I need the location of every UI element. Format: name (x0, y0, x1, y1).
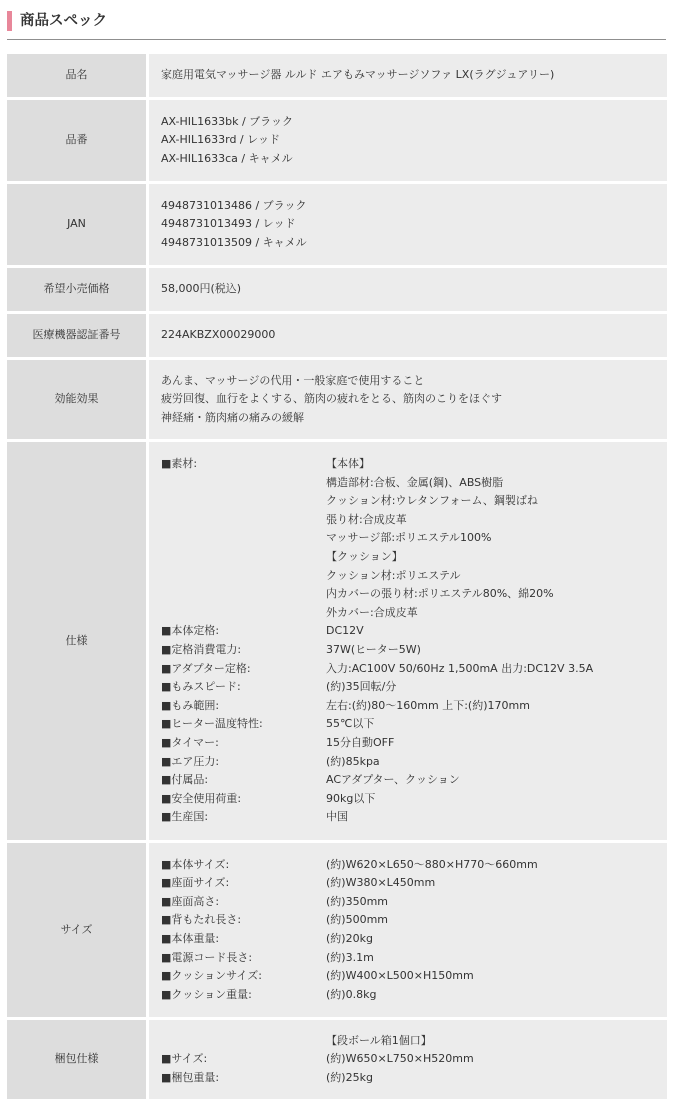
size-key: ■背もたれ長さ: (161, 913, 242, 927)
spec-key: ■アダプター定格: (161, 661, 251, 675)
size-value: (約)W400×L500×H150mm (326, 969, 474, 983)
spec-item (161, 641, 667, 660)
table-row (7, 184, 667, 268)
spec-item (161, 790, 667, 809)
spec-item (161, 492, 667, 511)
table-row (7, 360, 667, 442)
size-value: (約)20kg (326, 932, 373, 945)
spec-value: ACアダプター、クッション (326, 773, 460, 787)
size-item (161, 856, 667, 875)
spec-key: ■もみスピード: (161, 680, 241, 694)
spec-value: クッション材:ウレタンフォーム、鋼製ばね (326, 494, 538, 508)
spec-value: 左右:(約)80〜160mm 上下:(約)170mm (326, 698, 530, 712)
packing-value: (約)W650×L750×H520mm (326, 1052, 474, 1066)
spec-key: ■タイマー: (161, 735, 219, 749)
row-value (149, 360, 667, 442)
size-key: ■座面サイズ: (161, 876, 230, 890)
packing-item (161, 1032, 667, 1051)
spec-item (161, 622, 667, 641)
packing-value: 【段ボール箱1個口】 (326, 1033, 432, 1047)
value-line: 神経痛・筋肉痛の痛みの緩解 (161, 410, 304, 424)
spec-key: ■素材: (161, 457, 198, 471)
spec-key: ■もみ範囲: (161, 698, 220, 712)
table-row (7, 314, 667, 360)
spec-key (161, 548, 326, 567)
row-label: 希望小売価格 (7, 268, 149, 314)
size-item (161, 911, 667, 930)
spec-item (161, 715, 667, 734)
row-label: 医療機器認証番号 (7, 314, 149, 360)
size-value: (約)W620×L650〜880×H770〜660mm (326, 857, 538, 871)
spec-key (161, 511, 326, 530)
packing-item (161, 1050, 667, 1069)
spec-key (161, 585, 326, 604)
table-row-spec (7, 442, 667, 843)
spec-key: ■エア圧力: (161, 754, 220, 768)
value-line: あんま、マッサージの代用・一般家庭で使用すること (161, 373, 425, 387)
spec-value: 外カバー:合成皮革 (326, 605, 418, 619)
spec-item (161, 548, 667, 567)
size-item (161, 874, 667, 893)
size-value: (約)500mm (326, 913, 389, 927)
spec-item (161, 511, 667, 530)
spec-value: 内カバーの張り材:ポリエステル80%、綿20% (326, 587, 554, 601)
spec-value: 張り材:合成皮革 (326, 512, 407, 526)
spec-item (161, 660, 667, 679)
row-label: 効能効果 (7, 360, 149, 442)
value-line: 家庭用電気マッサージ器 ルルド エアもみマッサージソファ LX(ラグジュアリー) (161, 68, 555, 82)
size-value: (約)350mm (326, 894, 389, 908)
spec-item (161, 753, 667, 772)
heading-accent-bar (7, 11, 12, 31)
spec-value: DC12V (326, 624, 364, 638)
spec-item (161, 697, 667, 716)
spec-key (161, 529, 326, 548)
spec-value: (約)35回転/分 (326, 680, 397, 694)
value-line: AX-HIL1633rd / レッド (161, 133, 281, 147)
table-row (7, 54, 667, 100)
size-value: (約)W380×L450mm (326, 876, 436, 890)
spec-value: 55℃以下 (326, 717, 375, 731)
size-item (161, 893, 667, 912)
row-value (149, 843, 667, 1020)
table-row-size (7, 843, 667, 1020)
size-item (161, 967, 667, 986)
spec-item (161, 455, 667, 474)
row-label: サイズ (7, 843, 149, 1020)
value-line: 58,000円(税込) (161, 282, 242, 296)
row-label: 梱包仕様 (7, 1020, 149, 1102)
spec-item (161, 771, 667, 790)
size-key: ■クッション重量: (161, 987, 252, 1001)
spec-value: クッション材:ポリエステル (326, 568, 461, 582)
spec-item (161, 734, 667, 753)
size-value: (約)3.1m (326, 950, 374, 964)
spec-value: (約)85kpa (326, 754, 380, 768)
spec-item (161, 604, 667, 623)
value-line: AX-HIL1633bk / ブラック (161, 114, 293, 128)
row-value (149, 442, 667, 843)
row-value (149, 100, 667, 184)
spec-item (161, 678, 667, 697)
spec-item (161, 808, 667, 827)
spec-value: 【本体】 (326, 457, 370, 471)
spec-key (161, 492, 326, 511)
size-key: ■クッションサイズ: (161, 969, 262, 983)
packing-key (161, 1032, 326, 1051)
spec-value: 中国 (326, 810, 348, 824)
spec-item (161, 567, 667, 586)
row-label: 品名 (7, 54, 149, 100)
table-row (7, 100, 667, 184)
spec-value: マッサージ部:ポリエステル100% (326, 531, 492, 545)
size-item (161, 930, 667, 949)
spec-value: 入力:AC100V 50/60Hz 1,500mA 出力:DC12V 3.5A (326, 661, 594, 675)
table-row (7, 268, 667, 314)
packing-value: (約)25kg (326, 1070, 373, 1084)
size-key: ■座面高さ: (161, 894, 220, 908)
value-line: 4948731013493 / レッド (161, 217, 296, 231)
size-value: (約)0.8kg (326, 987, 377, 1001)
spec-key (161, 604, 326, 623)
row-value (149, 268, 667, 314)
spec-value: 【クッション】 (326, 550, 403, 564)
spec-item (161, 474, 667, 493)
packing-key: ■梱包重量: (161, 1070, 220, 1084)
spec-item (161, 529, 667, 548)
table-row-packing (7, 1020, 667, 1102)
spec-key: ■付属品: (161, 773, 209, 787)
spec-value: 37W(ヒーター5W) (326, 643, 421, 656)
section-title: 商品スペック (20, 13, 107, 29)
spec-key: ■定格消費電力: (161, 643, 242, 656)
row-value (149, 314, 667, 360)
packing-key: ■サイズ: (161, 1052, 208, 1066)
spec-item (161, 585, 667, 604)
packing-item (161, 1069, 667, 1088)
spec-table (7, 54, 667, 1102)
size-item (161, 949, 667, 968)
size-key: ■本体重量: (161, 932, 220, 945)
row-label: JAN (7, 184, 149, 268)
row-value (149, 1020, 667, 1102)
value-line: 224AKBZX00029000 (161, 328, 276, 342)
row-label: 仕様 (7, 442, 149, 843)
spec-key (161, 474, 326, 493)
size-key: ■電源コード長さ: (161, 950, 253, 964)
value-line: 疲労回復、血行をよくする、筋肉の疲れをとる、筋肉のこりをほぐす (161, 392, 502, 406)
spec-key: ■生産国: (161, 810, 209, 824)
spec-value: 構造部材:合板、金属(鋼)、ABS樹脂 (326, 475, 504, 489)
spec-value: 15分自動OFF (326, 735, 395, 749)
size-item (161, 986, 667, 1005)
spec-key: ■本体定格: (161, 624, 220, 638)
value-line: AX-HIL1633ca / キャメル (161, 151, 293, 165)
value-line: 4948731013509 / キャメル (161, 235, 307, 249)
spec-key: ■安全使用荷重: (161, 791, 242, 805)
row-value (149, 54, 667, 100)
row-value (149, 184, 667, 268)
section-heading (7, 11, 666, 40)
size-key: ■本体サイズ: (161, 857, 230, 871)
spec-key: ■ヒーター温度特性: (161, 717, 263, 731)
spec-key (161, 567, 326, 586)
value-line: 4948731013486 / ブラック (161, 198, 307, 212)
row-label: 品番 (7, 100, 149, 184)
spec-value: 90kg以下 (326, 791, 376, 805)
